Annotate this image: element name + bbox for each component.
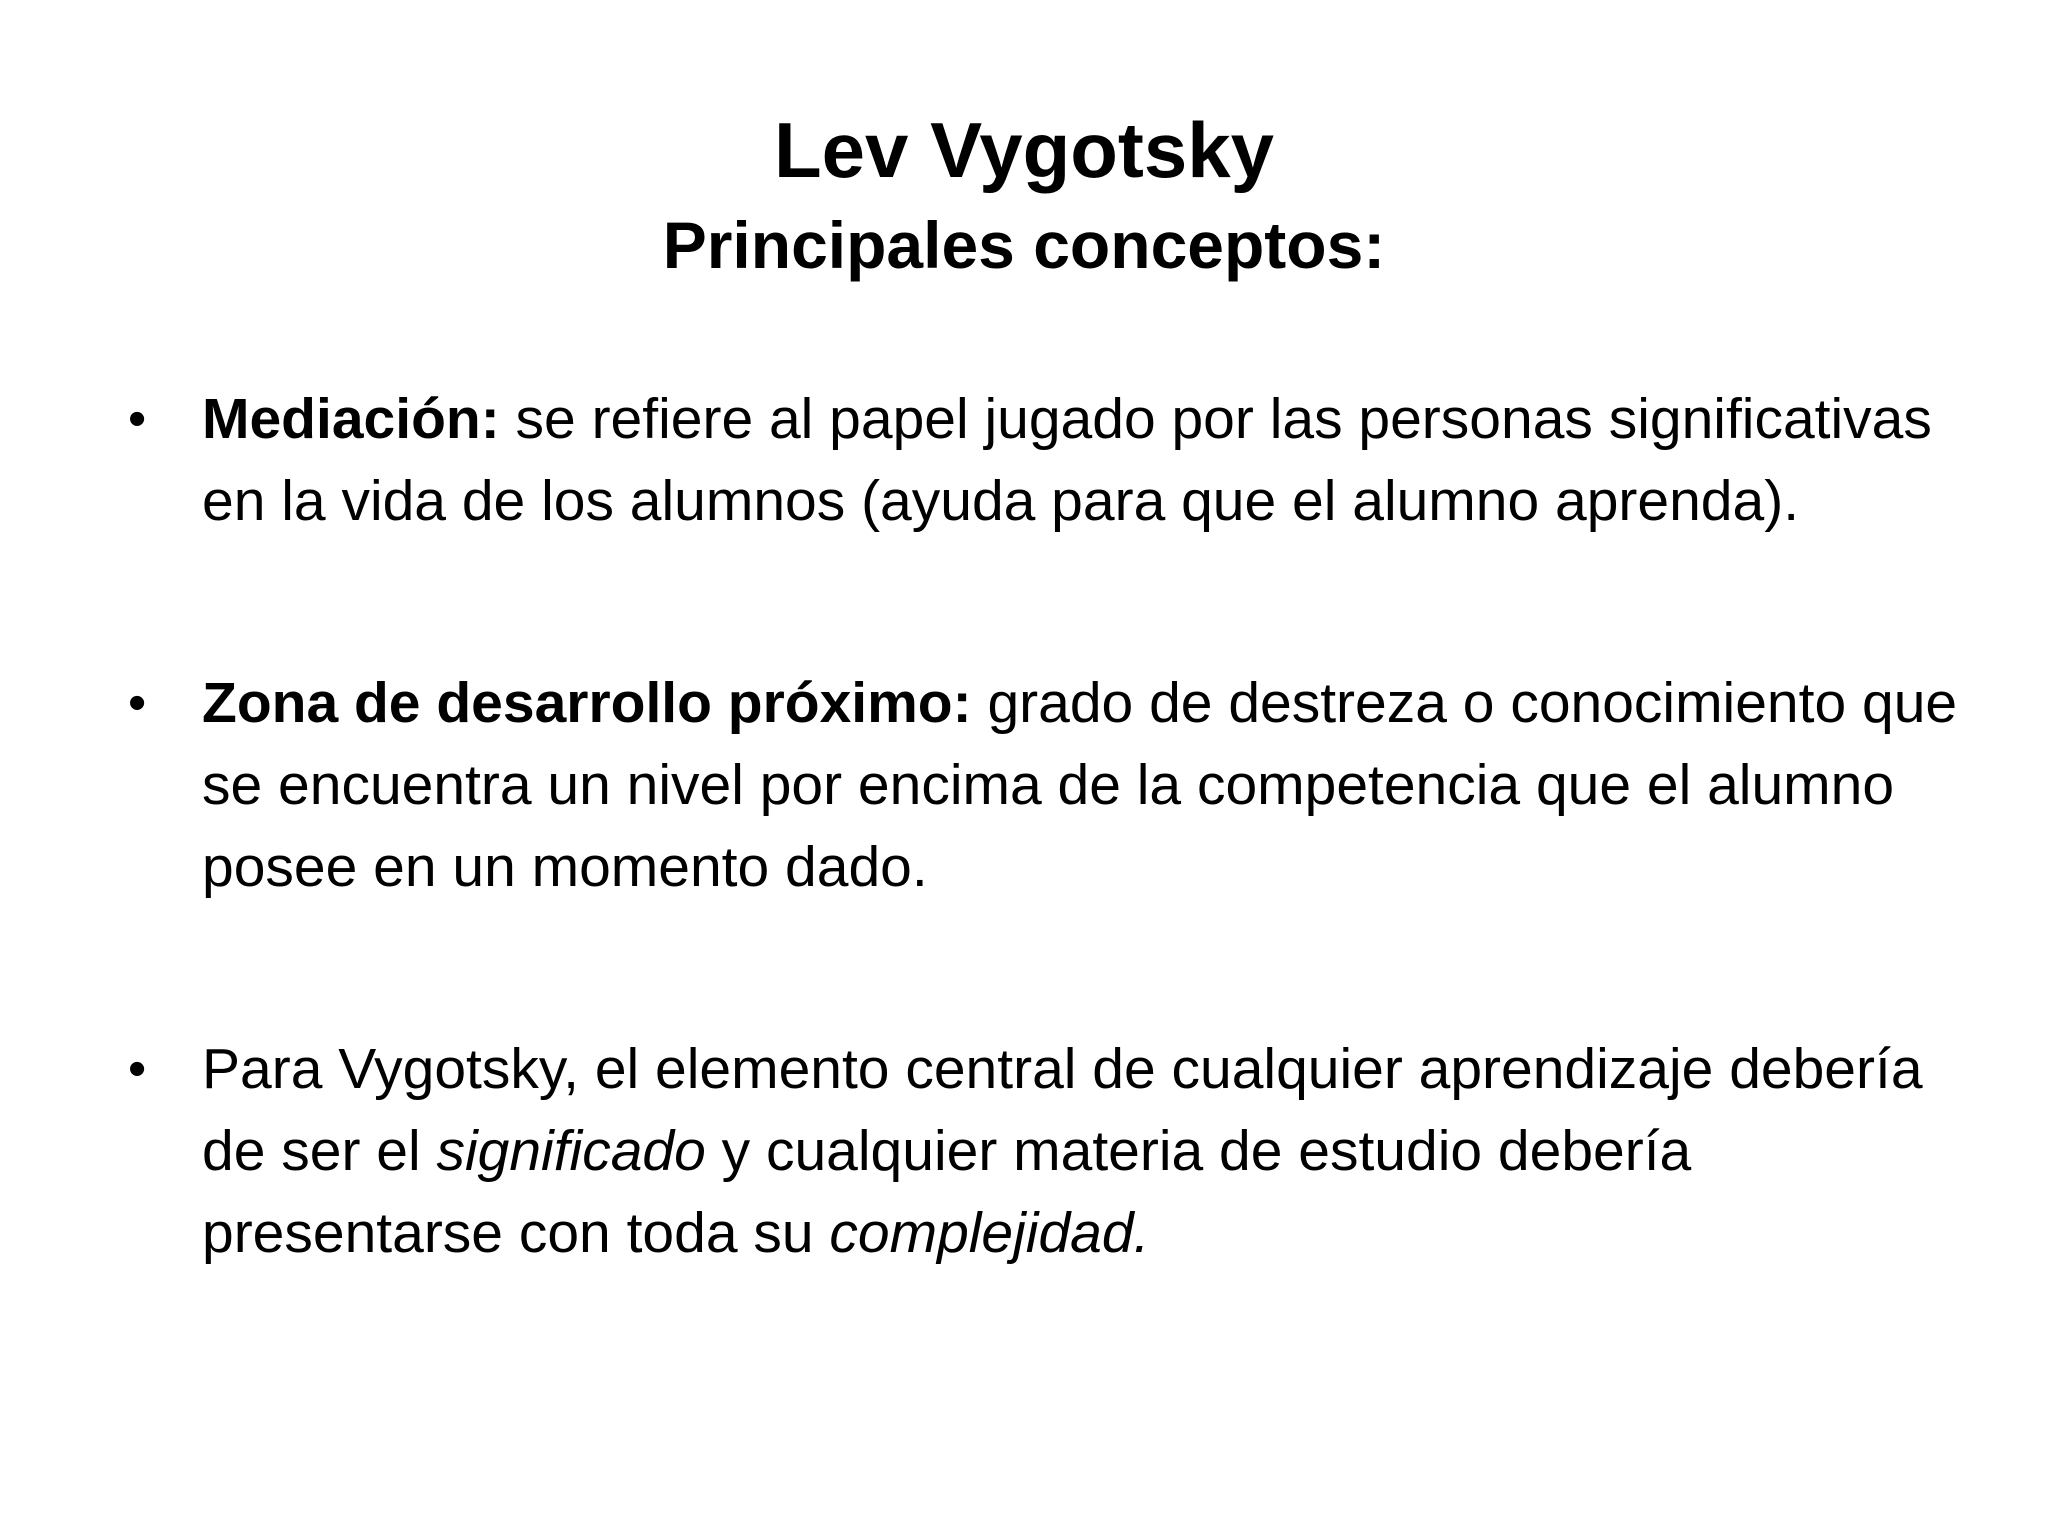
bullet-icon: • xyxy=(128,674,147,732)
emphasis-significado: significado xyxy=(436,1119,706,1183)
bullet-list xyxy=(120,378,1960,1274)
bullet-item-significado xyxy=(120,1028,1960,1274)
definition-mediacion: se refiere al papel jugado por las personas significativas en la vida de los alumnos (ayuda para que el alumno aprenda). xyxy=(202,387,1932,533)
slide-subtitle: Principales conceptos: xyxy=(662,208,1386,282)
statement-part-1: Para Vygotsky, el elemento central de cualquier aprendizaje debería de ser el xyxy=(202,1037,1923,1183)
term-zona-desarrollo: Zona de desarrollo próximo: xyxy=(202,671,972,735)
title-block xyxy=(0,100,2048,290)
term-mediacion: Mediación: xyxy=(202,387,500,451)
bullet-item-mediacion xyxy=(120,378,1960,542)
slide-title: Lev Vygotsky xyxy=(774,106,1274,194)
definition-zona-desarrollo: grado de destreza o conocimiento que se encuentra un nivel por encima de la competencia que el alumno posee en un momento dado. xyxy=(202,671,1958,899)
bullet-icon: • xyxy=(128,390,147,448)
bullet-item-zona xyxy=(120,662,1960,908)
bullet-icon: • xyxy=(128,1040,147,1098)
emphasis-complejidad: complejidad. xyxy=(829,1201,1150,1265)
statement-part-2: y cualquier materia de estudio debería presentarse con toda su xyxy=(202,1119,1692,1265)
